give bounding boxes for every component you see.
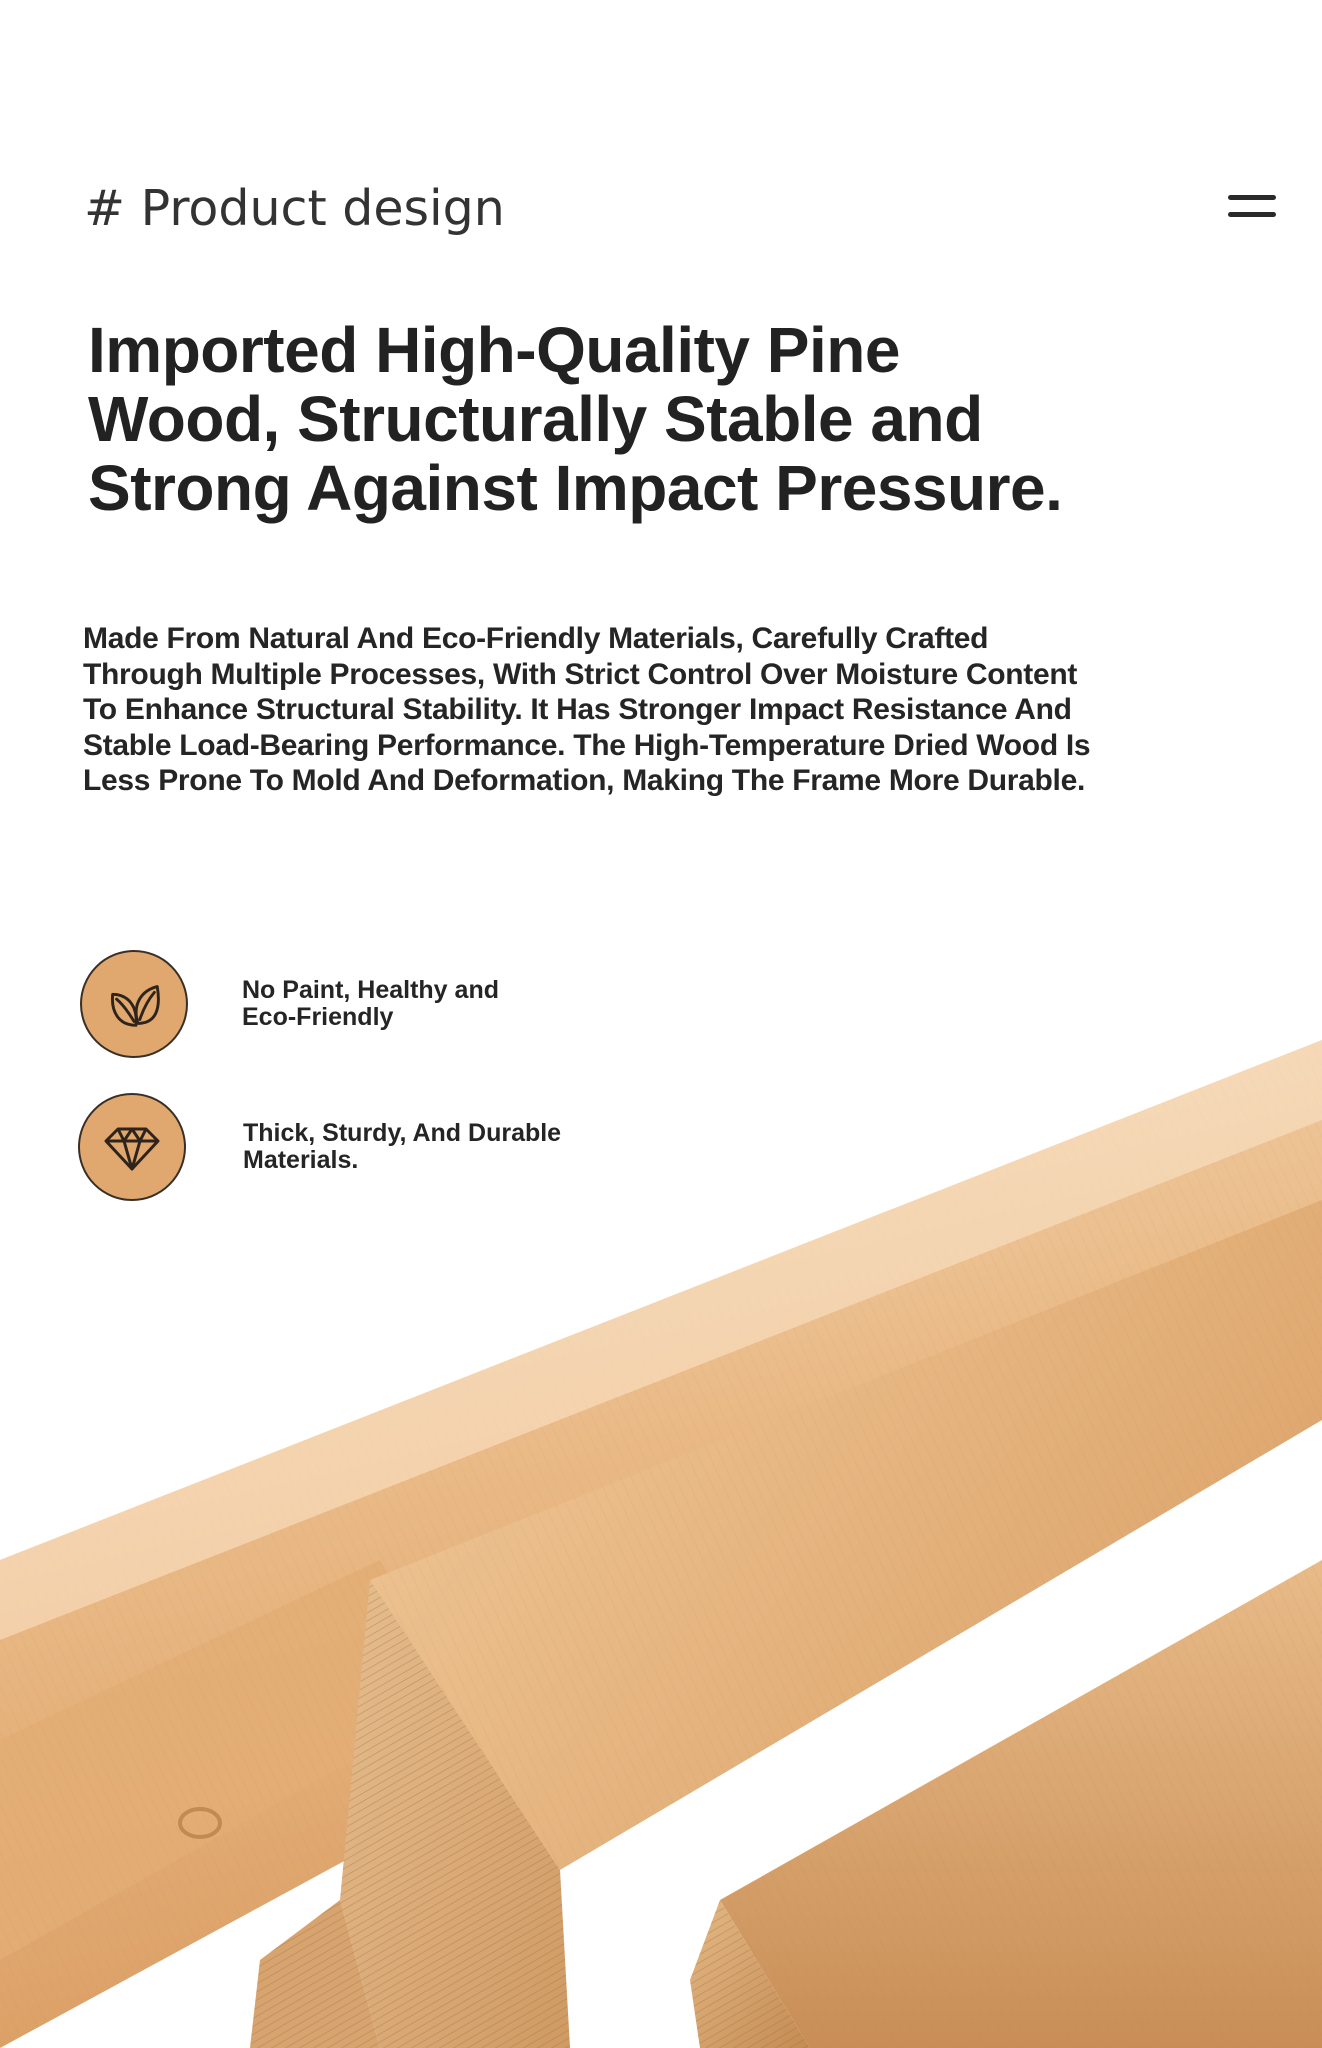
feature-label: No Paint, Healthy and Eco-Friendly (242, 976, 499, 1031)
diamond-icon (78, 1093, 186, 1201)
description-line: To Enhance Structural Stability. It Has Stronger Impact Resistance And (83, 693, 1072, 726)
description-line: Stable Load-Bearing Performance. The High-Temperature Dried Wood Is (83, 728, 1091, 762)
feature-label: Thick, Sturdy, And Durable Materials. (243, 1119, 562, 1174)
description-line: Less Prone To Mold And Deformation, Making The Frame More Durable. (83, 764, 1085, 797)
feature-item-durable (78, 1093, 583, 1201)
description-line: Through Multiple Processes, With Strict Control Over Moisture Content (83, 657, 1078, 691)
hamburger-menu-icon[interactable] (1228, 193, 1276, 221)
feature-item-eco (80, 950, 542, 1058)
headline-line: Imported High-Quality Pine (88, 314, 900, 386)
leaf-icon (80, 950, 188, 1058)
headline-line: Wood, Structurally Stable and (88, 383, 983, 455)
headline (88, 316, 1088, 523)
description (83, 621, 1203, 799)
headline-line: Strong Against Impact Pressure. (88, 452, 1063, 524)
section-tag: # Product design (84, 180, 505, 237)
description-line: Made From Natural And Eco-Friendly Materials, Carefully Crafted (83, 622, 989, 655)
